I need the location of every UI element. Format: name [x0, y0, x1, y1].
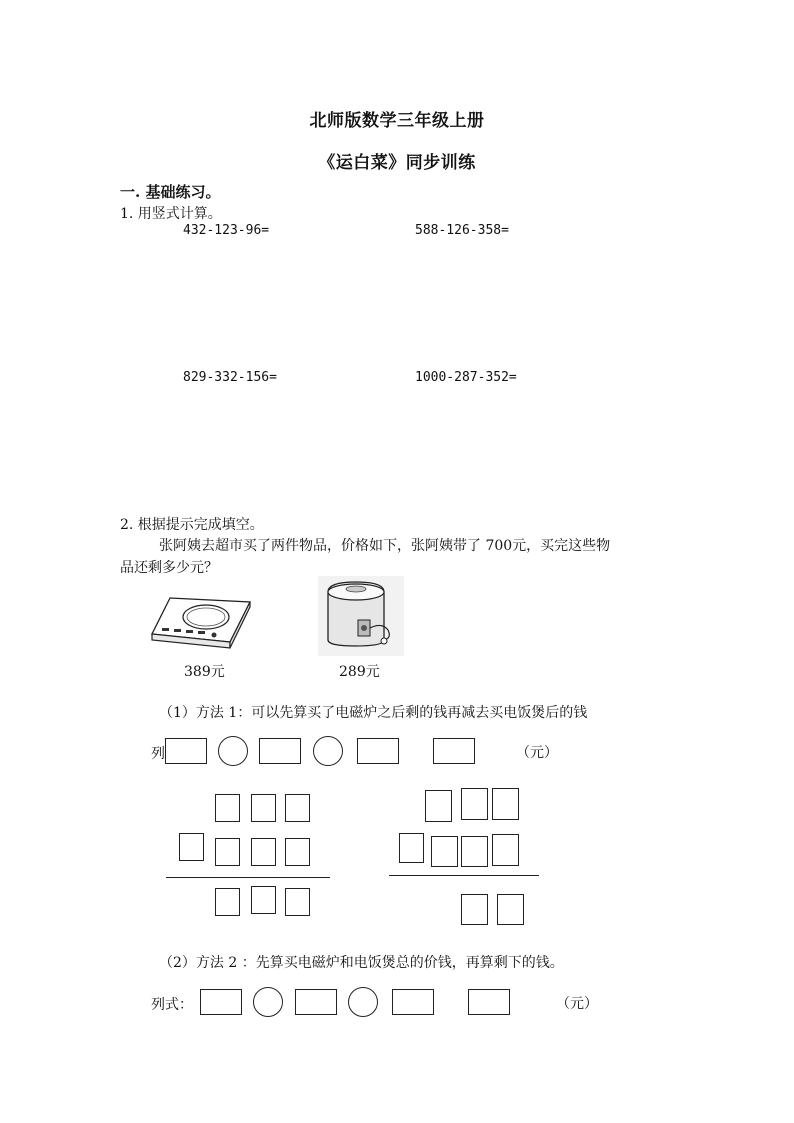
vertical-calc-right-top-box[interactable] — [492, 788, 519, 820]
vertical-calc-left-result-box[interactable] — [215, 888, 240, 916]
method2-answer-box-1[interactable] — [200, 989, 242, 1015]
vertical-calc-right-result-box[interactable] — [461, 894, 488, 925]
method1-row-label: 列 — [151, 746, 165, 762]
expression-2: 588-126-358= — [415, 223, 509, 238]
rice-cooker-icon — [318, 576, 404, 656]
problem-text-line1: 张阿姨去超市买了两件物品，价格如下，张阿姨带了 700元，买完这些物 — [159, 538, 611, 554]
vertical-calc-left-result-box[interactable] — [285, 888, 310, 916]
question-1-label: 1. 用竖式计算。 — [120, 206, 222, 222]
vertical-calc-left-top-box[interactable] — [215, 794, 240, 822]
vertical-calc-right-top-box[interactable] — [461, 788, 488, 820]
method1-answer-box-3[interactable] — [357, 738, 399, 764]
vertical-calc-left-middle-box[interactable] — [251, 838, 276, 866]
question-2-label: 2. 根据提示完成填空。 — [120, 517, 264, 533]
vertical-calc-right-operator-box[interactable] — [399, 833, 424, 863]
vertical-calc-left-middle-box[interactable] — [215, 838, 240, 866]
item1-price: 389元 — [184, 664, 225, 680]
method1-answer-box-result[interactable] — [433, 738, 475, 764]
vertical-calc-left-top-box[interactable] — [285, 794, 310, 822]
method2-answer-box-result[interactable] — [468, 989, 510, 1015]
vertical-calc-right-divider — [389, 875, 539, 876]
vertical-calc-left-top-box[interactable] — [251, 794, 276, 822]
method2-text: （2）方法 2 ：先算买电磁炉和电饭煲总的价钱，再算剩下的钱。 — [159, 955, 564, 971]
problem-text-line2: 品还剩多少元？ — [120, 560, 218, 576]
induction-cooker-icon — [148, 594, 254, 654]
method1-text: （1）方法 1：可以先算买了电磁炉之后剩的钱再减去买电饭煲后的钱 — [159, 705, 588, 721]
vertical-calc-right-top-box[interactable] — [425, 790, 452, 822]
method2-unit: （元） — [556, 996, 598, 1012]
method2-operator-circle-1[interactable] — [253, 987, 283, 1017]
method2-operator-circle-2[interactable] — [348, 987, 378, 1017]
vertical-calc-right-middle-box[interactable] — [492, 834, 519, 866]
vertical-calc-right-middle-box[interactable] — [461, 836, 488, 867]
section-heading: 一. 基础练习。 — [120, 183, 221, 201]
method2-row-label: 列式： — [151, 997, 193, 1013]
vertical-calc-left-result-box[interactable] — [251, 886, 276, 914]
method1-unit: （元） — [516, 745, 558, 761]
method2-answer-box-2[interactable] — [295, 989, 337, 1015]
expression-4: 1000-287-352= — [415, 370, 517, 385]
expression-3: 829-332-156= — [183, 370, 277, 385]
method1-answer-box-1[interactable] — [165, 738, 207, 764]
item2-price: 289元 — [339, 664, 380, 680]
vertical-calc-right-result-box[interactable] — [497, 894, 524, 925]
vertical-calc-right-middle-box[interactable] — [431, 836, 458, 867]
method2-answer-box-3[interactable] — [392, 989, 434, 1015]
method1-operator-circle-2[interactable] — [313, 736, 343, 766]
method1-answer-box-2[interactable] — [259, 738, 301, 764]
expression-1: 432-123-96= — [183, 223, 270, 238]
page-subtitle: 《运白菜》同步训练 — [318, 153, 476, 173]
vertical-calc-left-operator-box[interactable] — [179, 833, 204, 861]
vertical-calc-left-middle-box[interactable] — [285, 838, 310, 866]
method1-operator-circle-1[interactable] — [218, 736, 248, 766]
vertical-calc-left-divider — [166, 877, 330, 878]
page-title: 北师版数学三年级上册 — [309, 111, 485, 131]
